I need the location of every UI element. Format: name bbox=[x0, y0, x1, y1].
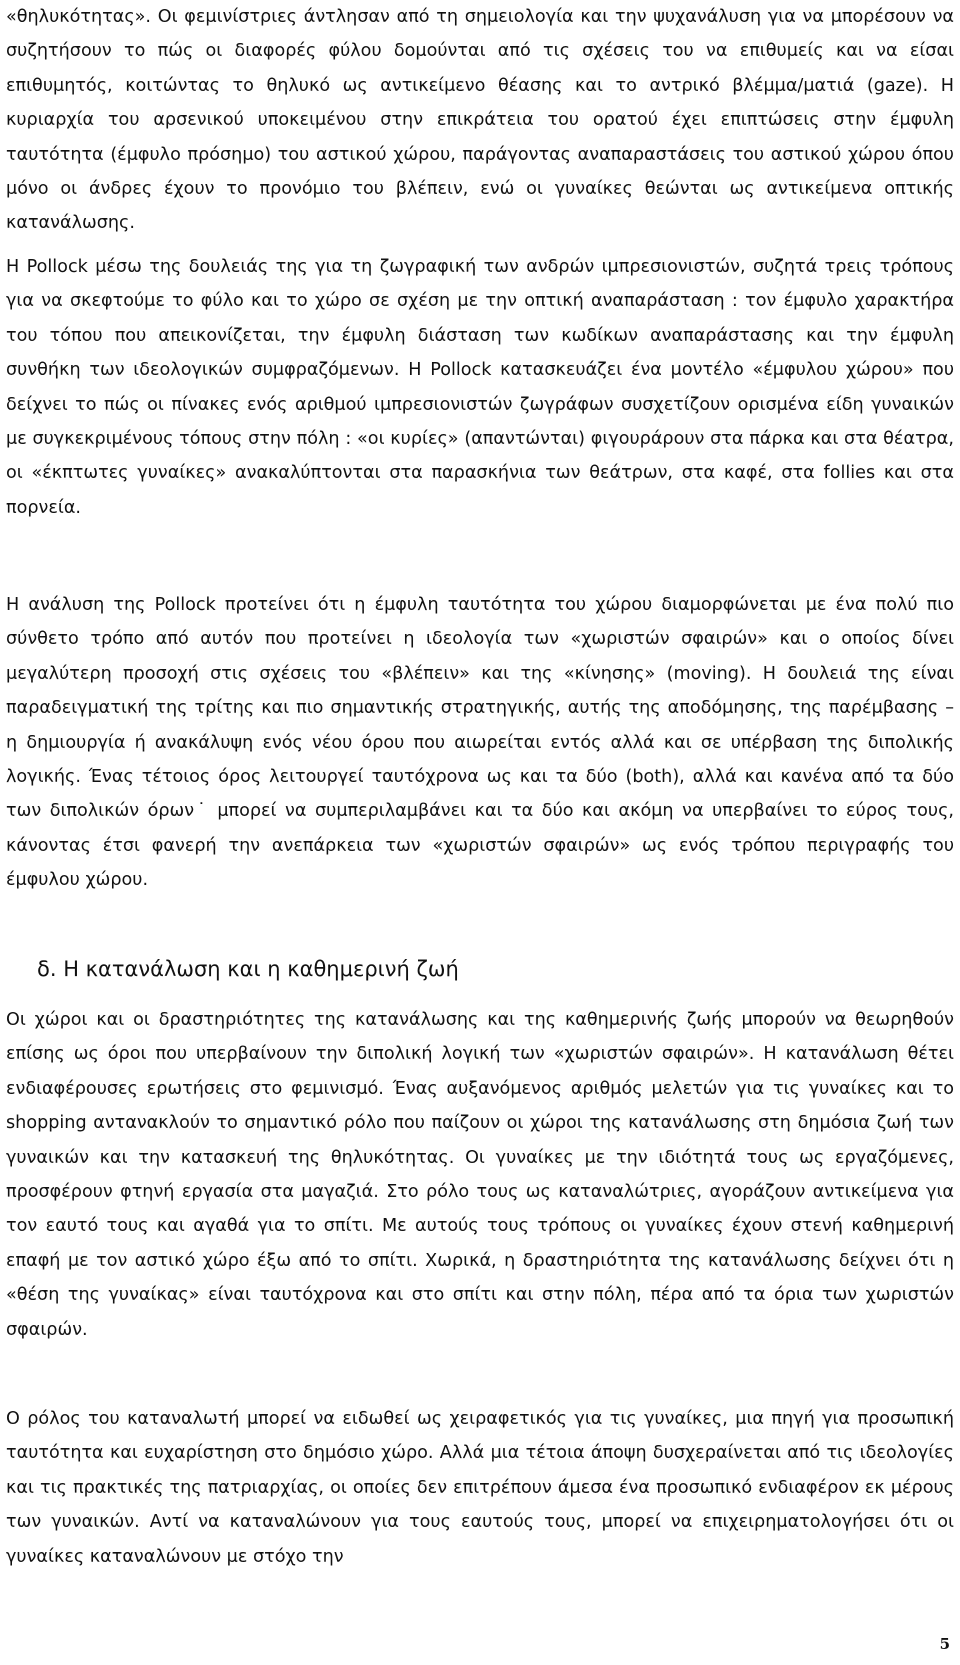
section-heading: δ. Η κατανάλωση και η καθημερινή ζωή bbox=[37, 957, 459, 981]
section-paragraph-2: Ο ρόλος του καταναλωτή μπορεί να ειδωθεί ως χειραφετικός για τις γυναίκες, μια πηγή για προσωπική ταυτότητα και ευχαρίστηση στο δημόσιο χώρο. Αλλά μια τέτοια άποψη δυσχεραίνεται από τις ιδεολογίες και τις πρακτικές της πατριαρχίας, οι οποίες δεν επιτρέπουν άμεσα ένα προσωπικό ενδιαφέρον εκ μέρους των γυναικών. Αντί να καταναλώνουν για τους εαυτούς τους, μπορεί να επιχειρηματολογήσει ότι οι γυναίκες καταναλώνουν με στόχο την bbox=[6, 1409, 954, 1567]
section-paragraph-1: Οι χώροι και οι δραστηριότητες της κατανάλωσης και της καθημερινής ζωής μπορούν να θεωρηθούν επίσης ως όροι που υπερβαίνουν την διπολική λογική των «χωριστών σφαιρών». Η κατανάλωση θέτει ενδιαφέρουσες ερωτήσεις στο φεμινισμό. Ένας αυξανόμενος αριθμός μελετών για τις γυναίκες και το shopping αντανακλούν το σημαντικό ρόλο που παίζουν οι χώροι της κατανάλωσης στη δημόσια ζωή των γυναικών και την κατασκευή της θηλυκότητας. Οι γυναίκες με την ιδιότητά τους ως εργαζόμενες, προσφέρουν φτηνή εργασία στα μαγαζιά. Στο ρόλο τους ως καταναλώτριες, αγοράζουν αντικείμενα για τον εαυτό τους και αγαθά για το σπίτι. Με αυτούς τους τρόπους οι γυναίκες έχουν στενή καθημερινή επαφή με τον αστικό χώρο έξω από το σπίτι. Χωρικά, η δραστηριότητα της κατανάλωσης δείχνει ότι η «θέση της γυναίκας» είναι ταυτόχρονα και στο σπίτι και στην πόλη, πέρα από τα όρια των χωριστών σφαιρών. bbox=[6, 1010, 954, 1340]
paragraph-1: «θηλυκότητας». Οι φεμινίστριες άντλησαν από τη σημειολογία και την ψυχανάλυση για να μπορέσουν να συζητήσουν το πώς οι διαφορές φύλου δομούνται από τις σχέσεις του να επιθυμείς και να είσαι επιθυμητός, κοιτώντας το θηλυκό ως αντικείμενο θέασης και το αντρικό βλέμμα/ματιά (gaze). Η κυριαρχία του αρσενικού υποκειμένου στην επικράτεια του ορατού έχει επιπτώσεις στην έμφυλη ταυτότητα (έμφυλο πρόσημο) του αστικού χώρου, παράγοντας αναπαραστάσεις του αστικού χώρου όπου μόνο οι άνδρες έχουν το προνόμιο του βλέπειν, ενώ οι γυναίκες θεώνται ως αντικείμενα οπτικής κατανάλωσης. bbox=[6, 7, 954, 234]
page-number: 5 bbox=[939, 1635, 950, 1653]
paragraph-2: Η Pollock μέσω της δουλειάς της για τη ζωγραφική των ανδρών ιμπρεσιονιστών, συζητά τρεις τρόπους για να σκεφτούμε το φύλο και το χώρο σε σχέση με την οπτική αναπαράσταση : τον έμφυλο χαρακτήρα του τόπου που απεικονίζεται, την έμφυλη διάσταση των κωδίκων αναπαράστασης και την έμφυλη συνθήκη των ιδεολογικών συμφραζόμενων. Η Pollock κατασκευάζει ένα μοντέλο «έμφυλου χώρου» που δείχνει το πώς οι πίνακες ενός αριθμού ιμπρεσιονιστών ζωγράφων συσχετίζουν ορισμένα είδη γυναικών με συγκεκριμένους τόπους στην πόλη : «οι κυρίες» (απαντώνται) φιγουράρουν στα πάρκα και στα θέατρα, οι «έκπτωτες γυναίκες» ανακαλύπτονται στα παρασκήνια των θεάτρων, στα καφέ, στα follies και στα πορνεία. bbox=[6, 257, 954, 518]
paragraph-3: Η ανάλυση της Pollock προτείνει ότι η έμφυλη ταυτότητα του χώρου διαμορφώνεται με ένα πολύ πιο σύνθετο τρόπο από αυτόν που προτείνει η ιδεολογία των «χωριστών σφαιρών» και ο οποίος δίνει μεγαλύτερη προσοχή στις σχέσεις του «βλέπειν» και της «κίνησης» (moving). Η δουλειά της είναι παραδειγματική της τρίτης και πιο σημαντικής στρατηγικής, αυτής της αποδόμησης, της παρέμβασης – η δημιουργία ή ανακάλυψη ενός νέου όρου που αιωρείται εντός αλλά και σε υπέρβαση της διπολικής λογικής. Ένας τέτοιος όρος λειτουργεί ταυτόχρονα ως και τα δύο (both), αλλά και κανένα από τα δύο των διπολικών όρων˙ μπορεί να συμπεριλαμβάνει και τα δύο και ακόμη να υπερβαίνει το εύρος τους, κάνοντας έτσι φανερή την ανεπάρκεια των «χωριστών σφαιρών» ως ενός τρόπου περιγραφής του έμφυλου χώρου. bbox=[6, 595, 954, 891]
